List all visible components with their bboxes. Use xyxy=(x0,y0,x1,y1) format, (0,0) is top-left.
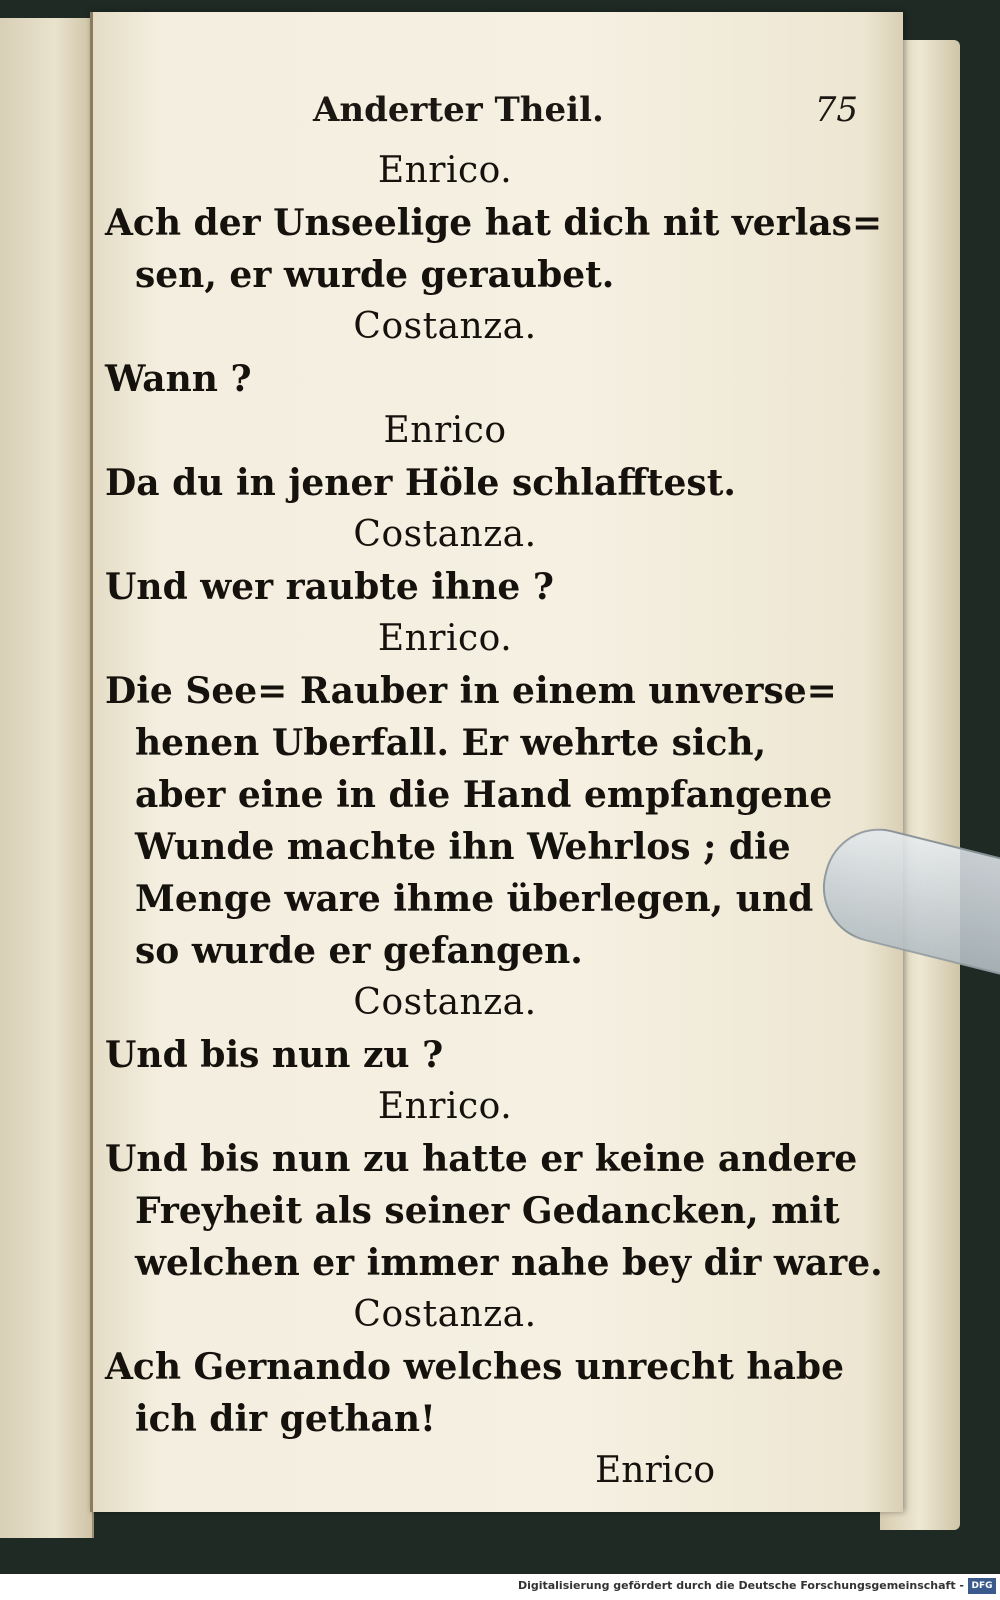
digitization-credit: Digitalisierung gefördert durch die Deutsche Forschungsgemeinschaft - xyxy=(517,1579,964,1592)
speaker-name: Enrico. xyxy=(377,150,513,191)
catchword: Enrico xyxy=(595,1450,716,1491)
speech-line: ich dir gethan! xyxy=(135,1398,436,1440)
speech-line: Ach der Unseelige hat dich nit verlas= xyxy=(105,202,883,244)
speech-line: Wann ? xyxy=(105,358,252,400)
speech-line: aber eine in die Hand empfangene xyxy=(135,774,833,816)
speaker-name: Costanza. xyxy=(353,1294,537,1335)
speech-line: Und wer raubte ihne ? xyxy=(105,566,554,608)
speech-line: Menge ware ihme überlegen, und xyxy=(135,878,814,920)
speech-line: Die See= Rauber in einem unverse= xyxy=(105,670,837,712)
footer-bar xyxy=(0,1574,1000,1600)
speech-line: henen Uberfall. Er wehrte sich, xyxy=(135,722,767,764)
speech-line: Und bis nun zu hatte er keine andere xyxy=(105,1138,858,1180)
speech-line: so wurde er gefangen. xyxy=(135,930,583,972)
speech-line: welchen er immer nahe bey dir ware. xyxy=(135,1242,883,1284)
speech-line: Ach Gernando welches unrecht habe xyxy=(105,1346,844,1388)
speech-line: Und bis nun zu ? xyxy=(105,1034,444,1076)
speaker-name: Costanza. xyxy=(353,982,537,1023)
speaker-name: Enrico. xyxy=(377,618,513,659)
speaker-name: Costanza. xyxy=(353,306,537,347)
speaker-name: Costanza. xyxy=(353,514,537,555)
dfg-logo: DFG xyxy=(968,1578,996,1594)
speech-line: Da du in jener Höle schlafftest. xyxy=(105,462,736,504)
page-header xyxy=(313,90,858,140)
speaker-name: Enrico xyxy=(383,410,507,451)
speaker-name: Enrico. xyxy=(377,1086,513,1127)
page-number: 75 xyxy=(814,90,858,130)
running-head: Anderter Theil. xyxy=(313,90,604,130)
speech-line: sen, er wurde geraubet. xyxy=(135,254,615,296)
speech-line: Freyheit als seiner Gedancken, mit xyxy=(135,1190,840,1232)
speech-line: Wunde machte ihn Wehrlos ; die xyxy=(135,826,791,868)
